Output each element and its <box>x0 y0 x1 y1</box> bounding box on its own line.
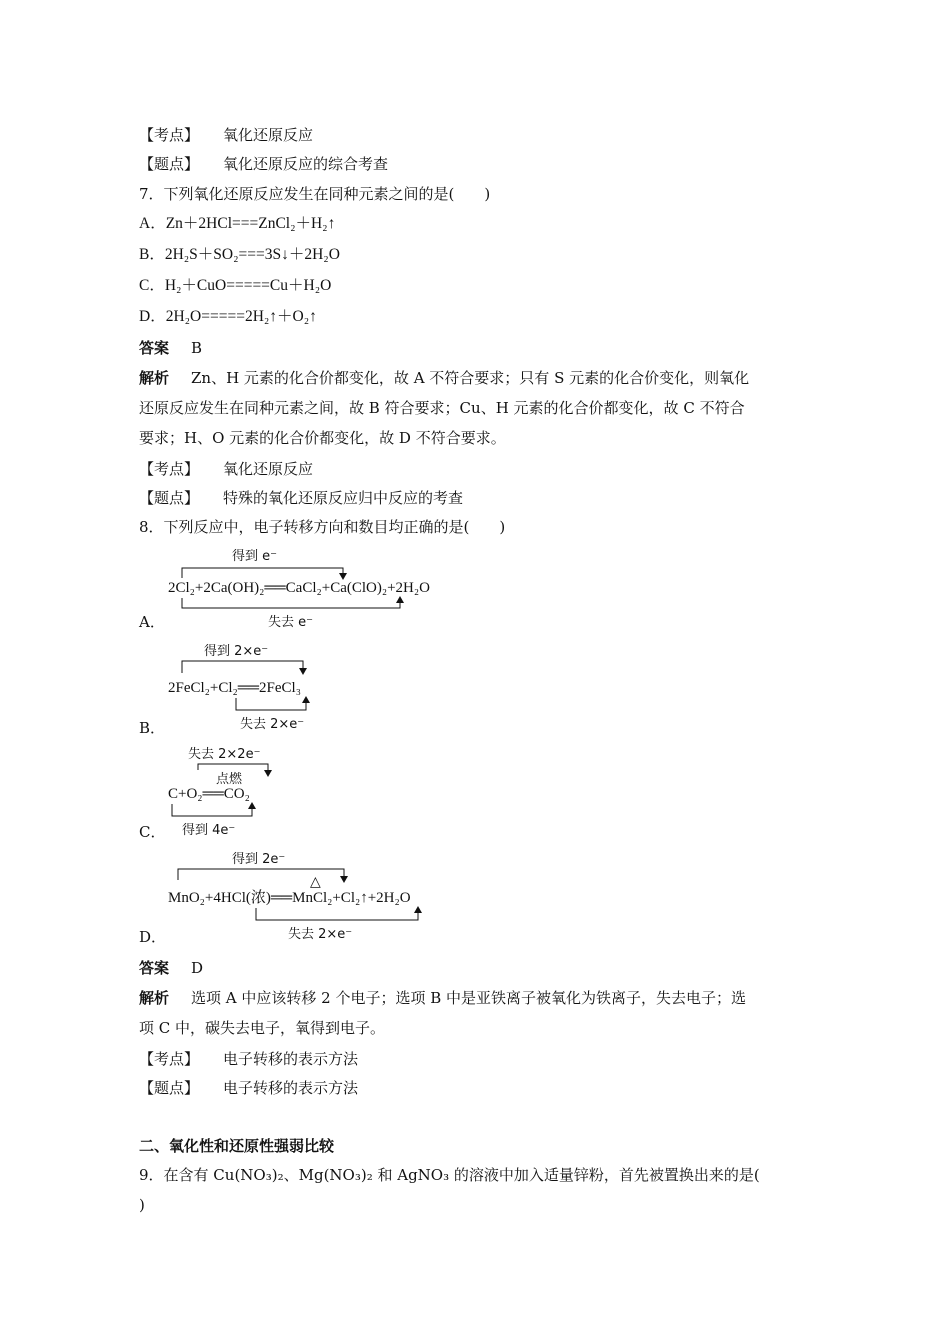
gain-arrowhead <box>339 573 347 580</box>
lose-bracket <box>236 698 306 710</box>
q8-stem: 8．下列反应中，电子转移方向和数目均正确的是( ) <box>139 518 506 536</box>
gain-arrowhead <box>299 668 307 675</box>
analysis-label: 解析 <box>139 989 170 1007</box>
tidian-text: 电子转移的表示方法 <box>223 1079 359 1097</box>
kaodian-line-q7 <box>139 459 313 479</box>
q8-option-b-label: B． <box>139 719 166 737</box>
q8-option-d-label: D． <box>139 928 167 946</box>
lose-bracket <box>182 598 400 608</box>
condition-label: △ <box>310 875 321 890</box>
tidian-line-q8 <box>139 1078 358 1098</box>
q7-stem: 7．下列氧化还原反应发生在同种元素之间的是( ) <box>139 185 491 203</box>
equation: C+O₂══CO₂ <box>168 786 250 802</box>
tidian-line-q6 <box>139 154 388 174</box>
lose-label: 失去 2×e⁻ <box>240 717 305 732</box>
q7-option-b: B．2H₂S＋SO₂===3S↓＋2H₂O <box>139 246 340 263</box>
q9-stem-line-1: 9．在含有 Cu(NO₃)₂、Mg(NO₃)₂ 和 AgNO₃ 的溶液中加入适量锌粉，首先被置换出来的是( <box>139 1166 760 1184</box>
lose-arrowhead <box>414 906 422 913</box>
tidian-tag: 【题点】 <box>139 1079 200 1097</box>
answer-label: 答案 <box>139 959 170 977</box>
q7-answer <box>139 338 202 358</box>
answer-label: 答案 <box>139 339 170 357</box>
lose-label: 失去 2×e⁻ <box>288 927 353 942</box>
gain-label: 得到 2×e⁻ <box>204 644 269 659</box>
analysis-label: 解析 <box>139 369 170 387</box>
lose-label: 失去 e⁻ <box>268 615 313 630</box>
lose-arrowhead <box>264 770 272 777</box>
q8-option-c-label: C． <box>139 823 166 841</box>
gain-bracket <box>182 568 343 578</box>
gain-label: 得到 4e⁻ <box>182 823 236 838</box>
tidian-text: 特殊的氧化还原反应归中反应的考查 <box>223 489 464 507</box>
q7-analysis-line-1 <box>139 368 749 388</box>
q8-diagram-b <box>160 636 360 736</box>
gain-arrowhead <box>340 876 348 883</box>
condition-label: 点燃 <box>216 772 243 787</box>
answer-value: D <box>191 959 204 977</box>
kaodian-text: 氧化还原反应 <box>223 126 314 144</box>
kaodian-text: 电子转移的表示方法 <box>223 1050 359 1068</box>
gain-label: 得到 e⁻ <box>232 549 277 564</box>
kaodian-tag: 【考点】 <box>139 126 200 144</box>
q9-stem-line-2: ) <box>139 1196 145 1214</box>
q8-diagram-d <box>160 846 540 946</box>
q8-analysis-line-1 <box>139 988 746 1008</box>
equation: MnO₂+4HCl(浓)══MnCl₂+Cl₂↑+2H₂O <box>168 890 411 906</box>
q7-analysis-line-3: 要求；H、O 元素的化合价都变化，故 D 不符合要求。 <box>139 429 506 447</box>
kaodian-line-q8 <box>139 1049 358 1069</box>
gain-arrowhead <box>248 802 256 809</box>
lose-arrowhead <box>396 596 404 603</box>
answer-value: B <box>191 339 203 357</box>
q7-analysis-line-2: 还原反应发生在同种元素之间，故 B 符合要求；Cu、H 元素的化合价都变化，故 C 不符合 <box>139 399 745 417</box>
q7-option-c: C．H₂＋CuO=====Cu＋H₂O <box>139 277 332 294</box>
q7-option-a: A．Zn＋2HCl===ZnCl₂＋H₂↑ <box>139 215 336 232</box>
tidian-tag: 【题点】 <box>139 489 200 507</box>
kaodian-line-q6 <box>139 125 313 145</box>
gain-bracket <box>182 661 303 673</box>
section-heading: 二、氧化性和还原性强弱比较 <box>139 1137 335 1155</box>
tidian-tag: 【题点】 <box>139 155 200 173</box>
gain-label: 得到 2e⁻ <box>232 852 286 867</box>
lose-bracket <box>256 908 418 920</box>
lose-label: 失去 2×2e⁻ <box>188 747 261 762</box>
equation: 2FeCl₂+Cl₂══2FeCl₃ <box>168 680 301 696</box>
kaodian-tag: 【考点】 <box>139 460 200 478</box>
q8-diagram-a <box>160 540 540 632</box>
equation: 2Cl₂+2Ca(OH)₂══CaCl₂+Ca(ClO)₂+2H₂O <box>168 580 430 596</box>
kaodian-tag: 【考点】 <box>139 1050 200 1068</box>
q8-option-a-label: A． <box>139 613 165 631</box>
q8-diagram-c <box>160 740 360 840</box>
kaodian-text: 氧化还原反应 <box>223 460 314 478</box>
tidian-line-q7 <box>139 488 463 508</box>
q8-answer <box>139 958 203 978</box>
gain-bracket <box>172 804 252 816</box>
q8-analysis-line-2: 项 C 中，碳失去电子，氧得到电子。 <box>139 1019 386 1037</box>
analysis-text: Zn、H 元素的化合价都变化，故 A 不符合要求；只有 S 元素的化合价变化，则氧化 <box>191 369 750 387</box>
tidian-text: 氧化还原反应的综合考查 <box>223 155 389 173</box>
analysis-text: 选项 A 中应该转移 2 个电子；选项 B 中是亚铁离子被氧化为铁离子，失去电子；选 <box>191 989 747 1007</box>
lose-arrowhead <box>302 696 310 703</box>
q7-option-d: D．2H₂O=====2H₂↑＋O₂↑ <box>139 308 317 325</box>
